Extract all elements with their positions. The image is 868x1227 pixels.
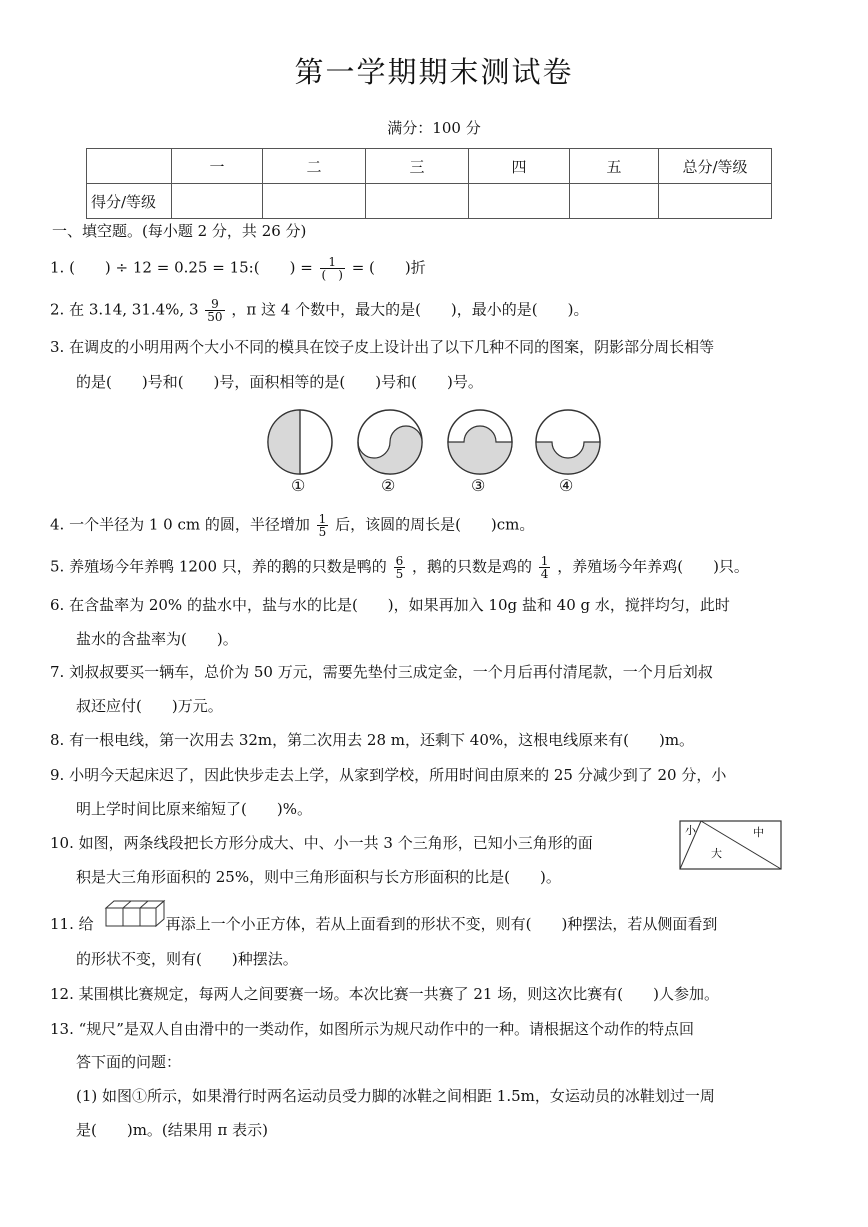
- q10-fig-mid-label: 中: [753, 826, 764, 839]
- q4-fraction: [317, 513, 329, 538]
- question-12: 12. 某围棋比赛规定，每两人之间要赛一场。本次比赛一共赛了 21 场，则这次比赛有( )人参加。: [50, 985, 719, 1003]
- score-table-score-row: [87, 184, 772, 219]
- circle-figure-1: [268, 410, 332, 474]
- score-col-total: 总分/等级: [659, 149, 772, 184]
- circle-label-4: ④: [559, 476, 574, 495]
- question-6-line-2: 盐水的含盐率为( )。: [76, 630, 238, 648]
- question-10-line-1: 10. 如图，两条线段把长方形分成大、中、小一共 3 个三角形，已知小三角形的面: [50, 834, 593, 852]
- score-cell: [263, 184, 366, 219]
- question-7-line-2: 叔还应付( )万元。: [76, 697, 223, 715]
- q5-fraction-2: [539, 555, 551, 580]
- question-13-line-2: 答下面的问题：: [76, 1053, 182, 1071]
- q2-frac-num: 9: [205, 298, 224, 311]
- score-cell: [659, 184, 772, 219]
- question-5: [50, 555, 749, 580]
- section1-heading: 一、填空题。(每小题 2 分，共 26 分): [52, 222, 307, 240]
- question-1: [50, 256, 426, 281]
- q5-frac1-num: 6: [395, 554, 404, 568]
- q4-text-b: 后，该圆的周长是( )cm。: [335, 515, 535, 534]
- q5-frac2-num: 1: [540, 554, 549, 568]
- q11-cubes-figure: [104, 898, 166, 930]
- question-2: [50, 298, 588, 323]
- q5-text-c: ，养殖场今年养鸡( )只。: [557, 557, 749, 576]
- question-11-line-2: 的形状不变，则有( )种摆法。: [76, 950, 298, 968]
- q5-frac1-den: 5: [395, 567, 404, 581]
- q11-text-a: 11. 给: [50, 915, 94, 933]
- q1-frac-den: ( ): [321, 268, 343, 282]
- circle-label-2: ②: [381, 476, 396, 495]
- score-cell: [570, 184, 659, 219]
- score-col-4: 四: [469, 149, 570, 184]
- question-13-line-4: 是( )m。(结果用 π 表示): [76, 1121, 269, 1139]
- score-col-3: 三: [366, 149, 469, 184]
- question-3-line-1: 3. 在调皮的小明用两个大小不同的模具在饺子皮上设计出了以下几种不同的图案，阴影部分周长相等: [50, 338, 715, 356]
- q5-frac2-den: 4: [540, 567, 549, 581]
- score-col-2: 二: [263, 149, 366, 184]
- q4-text-a: 4. 一个半径为 1 0 cm 的圆，半径增加: [50, 515, 310, 534]
- q1-fraction: [320, 256, 345, 281]
- q10-fig-big-label: 大: [711, 847, 722, 860]
- score-cell: [366, 184, 469, 219]
- score-row-label: 得分/等级: [87, 184, 172, 219]
- q5-text-a: 5. 养殖场今年养鸭 1200 只，养的鹅的只数是鸭的: [50, 557, 387, 576]
- circle-label-1: ①: [291, 476, 306, 495]
- question-9-line-2: 明上学时间比原来缩短了( )%。: [76, 800, 312, 818]
- q2-text-b: ，π 这 4 个数中，最大的是( )，最小的是( )。: [231, 300, 589, 319]
- q5-text-b: ，鹅的只数是鸡的: [412, 557, 533, 576]
- q4-frac-den: 5: [318, 525, 327, 539]
- question-10-line-2: 积是大三角形面积的 25%，则中三角形面积与长方形面积的比是( )。: [76, 868, 561, 886]
- page-title: 第一学期期末测试卷: [294, 55, 574, 89]
- q1-frac-num: 1: [320, 256, 345, 269]
- circle-figure-4: [536, 410, 600, 474]
- score-table: [86, 148, 772, 219]
- q1-text-a: 1. ( ) ÷ 12 = 0.25 = 15:( ) =: [50, 258, 313, 277]
- score-table-header-row: [87, 149, 772, 184]
- q10-rectangle-figure: [679, 820, 782, 870]
- question-13-line-3: (1) 如图①所示，如果滑行时两名运动员受力脚的冰鞋之间相距 1.5m，女运动员的冰鞋划过一周: [76, 1087, 715, 1105]
- question-7-line-1: 7. 刘叔叔要买一辆车，总价为 50 万元，需要先垫付三成定金，一个月后再付清尾款，一个月后刘叔: [50, 663, 713, 681]
- score-col-5: 五: [570, 149, 659, 184]
- score-table-corner: [87, 149, 172, 184]
- question-3-line-2: 的是( )号和( )号，面积相等的是( )号和( )号。: [76, 373, 483, 391]
- circle-figure-2: [358, 410, 422, 474]
- question-8: 8. 有一根电线，第一次用去 32m，第二次用去 28 m，还剩下 40%，这根电线原来有( )m。: [50, 731, 695, 749]
- q4-frac-num: 1: [318, 512, 327, 526]
- question-4: [50, 513, 534, 538]
- score-col-1: 一: [172, 149, 263, 184]
- q11-text-b: 再添上一个小正方体，若从上面看到的形状不变，则有( )种摆法，若从侧面看到: [165, 915, 718, 933]
- score-cell: [469, 184, 570, 219]
- question-9-line-1: 9. 小明今天起床迟了，因此快步走去上学，从家到学校，所用时间由原来的 25 分减少到了 20 分，小: [50, 766, 727, 784]
- q10-fig-small-label: 小: [685, 824, 696, 837]
- full-score: 满分：100 分: [387, 119, 481, 137]
- circle-figure-3: [448, 410, 512, 474]
- circle-label-3: ③: [471, 476, 486, 495]
- q1-text-b: = ( )折: [351, 258, 426, 277]
- q2-fraction: [205, 298, 224, 323]
- question-6-line-1: 6. 在含盐率为 20% 的盐水中，盐与水的比是( )，如果再加入 10g 盐和 40 g 水，搅拌均匀，此时: [50, 596, 730, 614]
- q2-text-a: 2. 在 3.14, 31.4%, 3: [50, 300, 199, 319]
- q2-frac-den: 50: [207, 310, 223, 324]
- score-cell: [172, 184, 263, 219]
- q5-fraction-1: [394, 555, 406, 580]
- question-13-line-1: 13. “规尺”是双人自由滑中的一类动作，如图所示为规尺动作中的一种。请根据这个动作的特点回: [50, 1020, 694, 1038]
